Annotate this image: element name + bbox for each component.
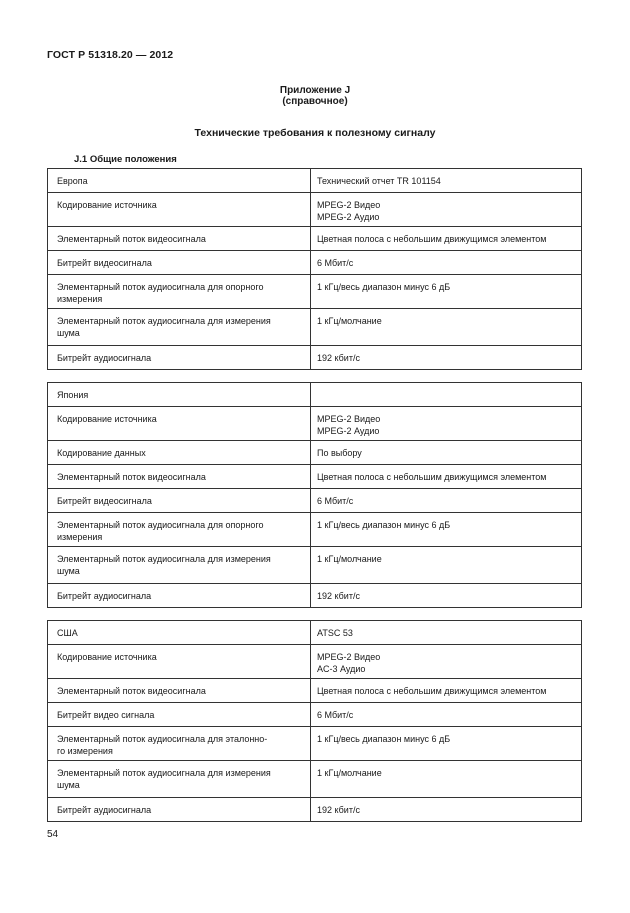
- cell-text: MPEG-2 Видео: [317, 200, 381, 210]
- cell-text: Элементарный поток видеосигнала: [57, 234, 206, 244]
- cell-text: 1 кГц/молчание: [317, 554, 382, 564]
- cell-text: Технический отчет TR 101154: [317, 176, 441, 186]
- value-cell: [311, 703, 582, 727]
- cell-text: шума: [57, 328, 80, 338]
- table-row: [48, 251, 582, 275]
- value-cell: [311, 584, 582, 608]
- parameter-cell: [48, 584, 311, 608]
- cell-text: 6 Мбит/с: [317, 496, 354, 506]
- value-cell: [311, 275, 582, 309]
- parameter-cell: [48, 621, 311, 645]
- cell-text: го измерения: [57, 746, 113, 756]
- parameter-cell: [48, 761, 311, 798]
- table-row: [48, 513, 582, 547]
- cell-text: MPEG-2 Видео: [317, 414, 381, 424]
- cell-text: 6 Мбит/с: [317, 710, 354, 720]
- cell-text: измерения: [57, 294, 103, 304]
- page-number: 54: [47, 829, 59, 840]
- cell-text: Элементарный поток видеосигнала: [57, 686, 206, 696]
- cell-text: Битрейт аудиосигнала: [57, 805, 152, 815]
- value-cell: [311, 727, 582, 761]
- value-cell: [311, 798, 582, 822]
- table-row: [48, 383, 582, 407]
- value-cell: [311, 383, 582, 407]
- cell-text: Элементарный поток аудиосигнала для опорного: [57, 520, 264, 530]
- table-row: [48, 193, 582, 227]
- value-cell: [311, 513, 582, 547]
- cell-text: MPEG-2 Аудио: [317, 212, 380, 222]
- cell-text: США: [57, 628, 78, 638]
- table-row: [48, 584, 582, 608]
- parameter-cell: [48, 407, 311, 441]
- cell-text: Элементарный поток аудиосигнала для измерения: [57, 768, 271, 778]
- cell-text: 1 кГц/молчание: [317, 316, 382, 326]
- value-cell: [311, 679, 582, 703]
- cell-text: AC-3 Аудио: [317, 664, 366, 674]
- table-row: [48, 465, 582, 489]
- value-cell: [311, 169, 582, 193]
- cell-text: MPEG-2 Видео: [317, 652, 381, 662]
- parameter-cell: [48, 227, 311, 251]
- table-row: [48, 275, 582, 309]
- table-row: [48, 227, 582, 251]
- section-heading: Технические требования к полезному сигналу: [194, 127, 436, 139]
- cell-text: Элементарный поток аудиосигнала для измерения: [57, 316, 271, 326]
- cell-text: Кодирование источника: [57, 652, 157, 662]
- parameter-cell: [48, 275, 311, 309]
- value-cell: [311, 621, 582, 645]
- table-row: [48, 346, 582, 370]
- cell-text: Кодирование источника: [57, 200, 157, 210]
- cell-text: ATSC 53: [317, 628, 353, 638]
- parameter-cell: [48, 547, 311, 584]
- parameter-cell: [48, 489, 311, 513]
- cell-text: шума: [57, 566, 80, 576]
- cell-text: шума: [57, 780, 80, 790]
- parameter-cell: [48, 645, 311, 679]
- europe-spec-table: [47, 168, 582, 370]
- table-row: [48, 169, 582, 193]
- cell-text: Битрейт аудиосигнала: [57, 591, 152, 601]
- cell-text: 192 кбит/с: [317, 805, 360, 815]
- subsection-heading: J.1 Общие положения: [74, 154, 177, 165]
- parameter-cell: [48, 193, 311, 227]
- cell-text: 1 кГц/весь диапазон минус 6 дБ: [317, 734, 451, 744]
- table-row: [48, 407, 582, 441]
- parameter-cell: [48, 513, 311, 547]
- parameter-cell: [48, 798, 311, 822]
- value-cell: [311, 309, 582, 346]
- table-row: [48, 621, 582, 645]
- value-cell: [311, 407, 582, 441]
- parameter-cell: [48, 465, 311, 489]
- parameter-cell: [48, 441, 311, 465]
- cell-text: 1 кГц/молчание: [317, 768, 382, 778]
- japan-spec-table: [47, 382, 582, 608]
- cell-text: 1 кГц/весь диапазон минус 6 дБ: [317, 520, 451, 530]
- cell-text: 192 кбит/с: [317, 591, 360, 601]
- cell-text: Япония: [57, 390, 89, 400]
- parameter-cell: [48, 169, 311, 193]
- value-cell: [311, 441, 582, 465]
- table-row: [48, 703, 582, 727]
- cell-text: 6 Мбит/с: [317, 258, 354, 268]
- usa-spec-table: [47, 620, 582, 822]
- table-row: [48, 679, 582, 703]
- parameter-cell: [48, 679, 311, 703]
- table-row: [48, 489, 582, 513]
- cell-text: 192 кбит/с: [317, 353, 360, 363]
- cell-text: Битрейт видео сигнала: [57, 710, 155, 720]
- cell-text: Цветная полоса с небольшим движущимся элементом: [317, 472, 547, 482]
- cell-text: Кодирование данных: [57, 448, 146, 458]
- table-row: [48, 645, 582, 679]
- cell-text: Элементарный поток аудиосигнала для эталонно-: [57, 734, 268, 744]
- cell-text: По выбору: [317, 448, 362, 458]
- annex-title: Приложение J: [279, 85, 351, 96]
- parameter-cell: [48, 251, 311, 275]
- document-id: ГОСТ Р 51318.20 — 2012: [47, 49, 174, 61]
- table-row: [48, 727, 582, 761]
- value-cell: [311, 227, 582, 251]
- table-row: [48, 441, 582, 465]
- parameter-cell: [48, 309, 311, 346]
- table-row: [48, 798, 582, 822]
- cell-text: Кодирование источника: [57, 414, 157, 424]
- cell-text: 1 кГц/весь диапазон минус 6 дБ: [317, 282, 451, 292]
- value-cell: [311, 193, 582, 227]
- value-cell: [311, 465, 582, 489]
- parameter-cell: [48, 727, 311, 761]
- table-row: [48, 309, 582, 346]
- parameter-cell: [48, 346, 311, 370]
- cell-text: Элементарный поток аудиосигнала для опорного: [57, 282, 264, 292]
- cell-text: измерения: [57, 532, 103, 542]
- cell-text: Цветная полоса с небольшим движущимся элементом: [317, 686, 547, 696]
- cell-text: Элементарный поток видеосигнала: [57, 472, 206, 482]
- cell-text: Элементарный поток аудиосигнала для измерения: [57, 554, 271, 564]
- value-cell: [311, 547, 582, 584]
- cell-text: MPEG-2 Аудио: [317, 426, 380, 436]
- annex-note: (справочное): [282, 96, 348, 107]
- cell-text: Европа: [57, 176, 88, 186]
- table-row: [48, 547, 582, 584]
- parameter-cell: [48, 703, 311, 727]
- value-cell: [311, 489, 582, 513]
- value-cell: [311, 645, 582, 679]
- table-row: [48, 761, 582, 798]
- value-cell: [311, 346, 582, 370]
- cell-text: Битрейт аудиосигнала: [57, 353, 152, 363]
- cell-text: Битрейт видеосигнала: [57, 258, 152, 268]
- value-cell: [311, 761, 582, 798]
- cell-text: Битрейт видеосигнала: [57, 496, 152, 506]
- parameter-cell: [48, 383, 311, 407]
- value-cell: [311, 251, 582, 275]
- cell-text: Цветная полоса с небольшим движущимся элементом: [317, 234, 547, 244]
